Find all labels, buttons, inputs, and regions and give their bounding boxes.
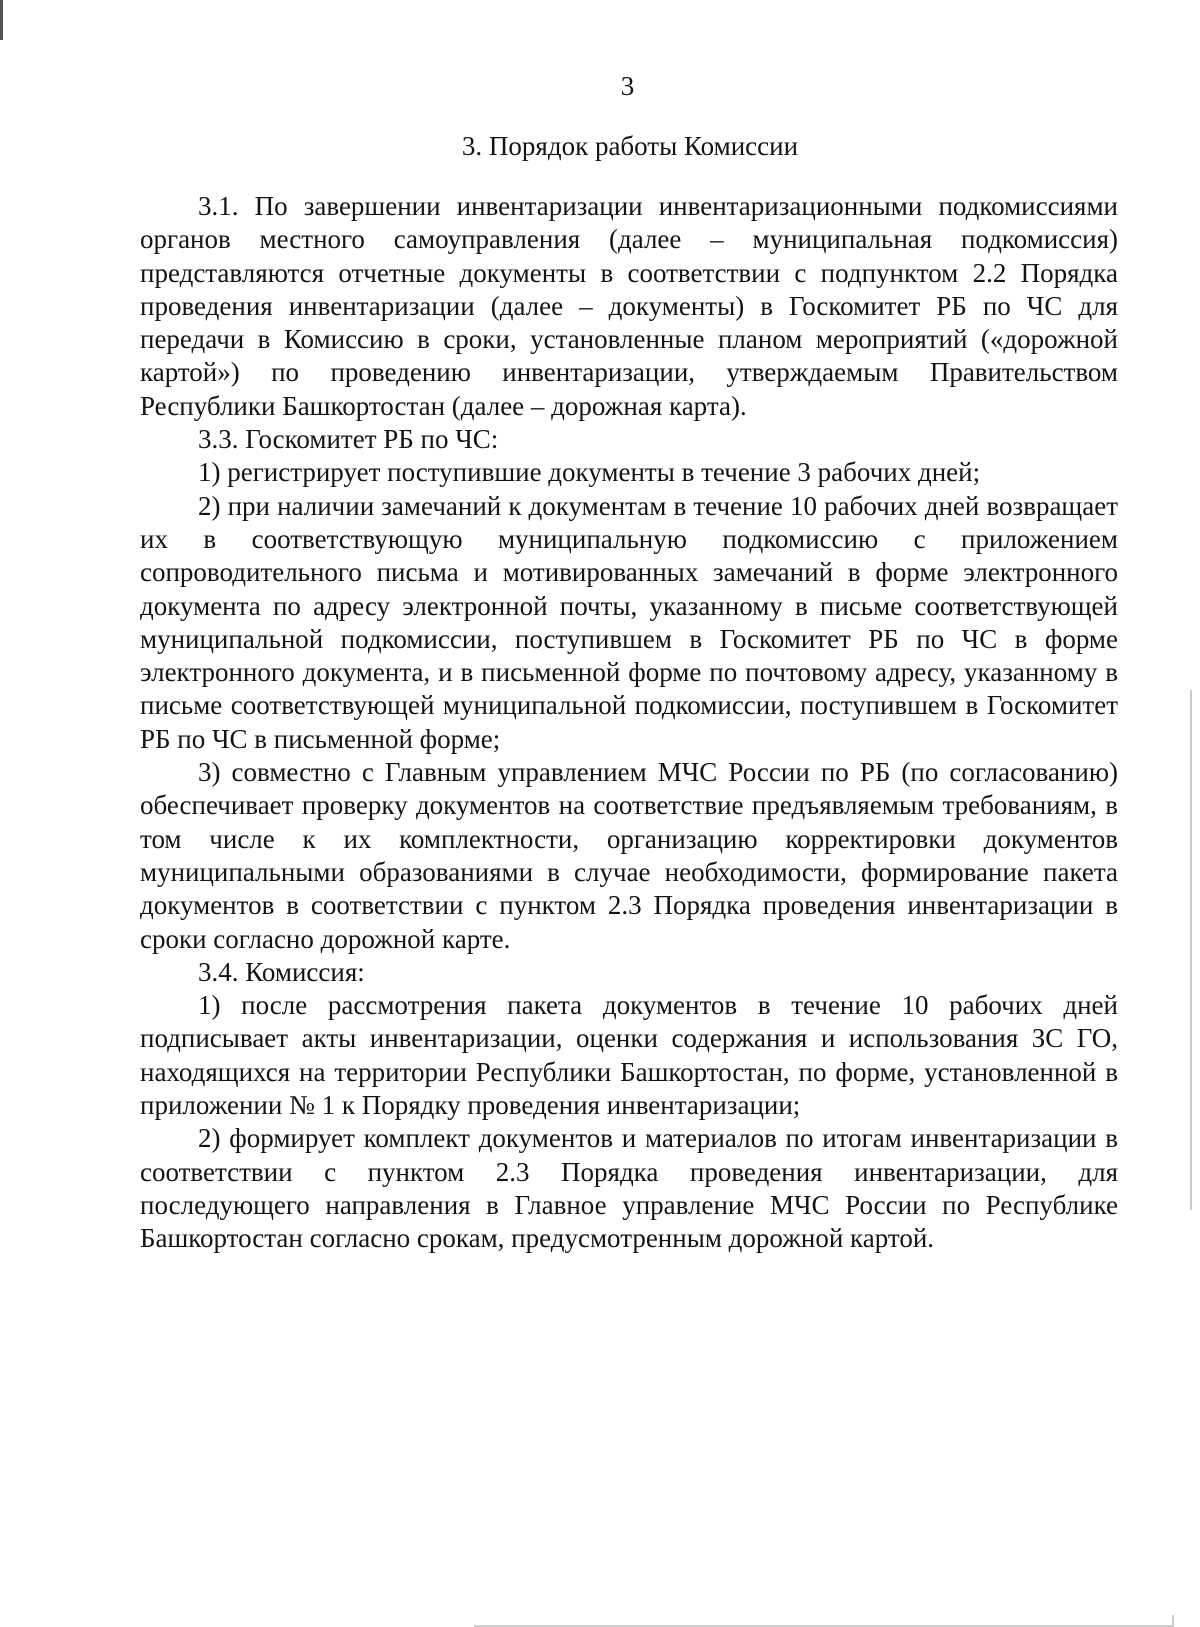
paragraph-3-3-item-1: 1) регистрирует поступившие документы в течение 3 рабочих дней; <box>198 457 981 488</box>
paragraph-3-4-heading: 3.4. Комиссия: <box>198 956 365 987</box>
section-title: 3. Порядок работы Комиссии <box>461 131 799 161</box>
paragraph-3-1: 3.1. По завершении инвентаризации инвентаризационными подкомиссиями органов местного самоуправления (далее – муниципальная подкомиссия) представляются отчетные документы в соответствии с подпунктом 2.2 Порядка проведения инвентаризации (далее – документы) в Госкомитет РБ по ЧС для передачи в Комиссию в сроки, установленные планом мероприятий («дорожной картой») по проведению инвентаризации, утверждаемым Правительством Республики Башкортостан (далее – дорожная карта). <box>140 191 1118 421</box>
scan-edge-mark <box>1172 1615 1174 1627</box>
paragraph-3-3-heading: 3.3. Госкомитет РБ по ЧС: <box>198 424 499 455</box>
scan-edge-mark <box>1190 690 1192 1210</box>
paragraph-3-4-item-1: 1) после рассмотрения пакета документов в течение 10 рабочих дней подписывает акты инвентаризации, оценки содержания и использования ЗС ГО, находящихся на территории Республики Башкортостан, по форме, установленной в приложении № 1 к Порядку проведения инвентаризации; <box>140 990 1118 1121</box>
page-number: 3 <box>620 71 635 101</box>
paragraph-3-4-item-2: 2) формирует комплект документов и материалов по итогам инвентаризации в соответствии с пунктом 2.3 Порядка проведения инвентаризации, для последующего направления в Главное управление МЧС России по Республике Башкортостан согласно срокам, предусмотренным дорожной картой. <box>140 1123 1118 1254</box>
paragraph-3-3-item-3: 3) совместно с Главным управлением МЧС России по РБ (по согласованию) обеспечивает проверку документов на соответствие предъявляемым требованиям, в том числе к их комплектности, организацию корректировки документов муниципальными образованиями в случае необходимости, формирование пакета документов в соответствии с пунктом 2.3 Порядка проведения инвентаризации в сроки согласно дорожной карте. <box>140 757 1118 954</box>
scan-edge-mark <box>0 0 3 40</box>
paragraph-3-3-item-2: 2) при наличии замечаний к документам в течение 10 рабочих дней возвращает их в соответствующую муниципальную подкомиссию с приложением сопроводительного письма и мотивированных замечаний в форме электронного документа по адресу электронной почты, указанному в письме соответствующей муниципальной подкомиссии, поступившем в Госкомитет РБ по ЧС в форме электронного документа, и в письменной форме по почтовому адресу, указанному в письме соответствующей муниципальной подкомиссии, поступившем в Госкомитет РБ по ЧС в письменной форме; <box>140 490 1118 754</box>
body-text <box>140 190 1118 1256</box>
